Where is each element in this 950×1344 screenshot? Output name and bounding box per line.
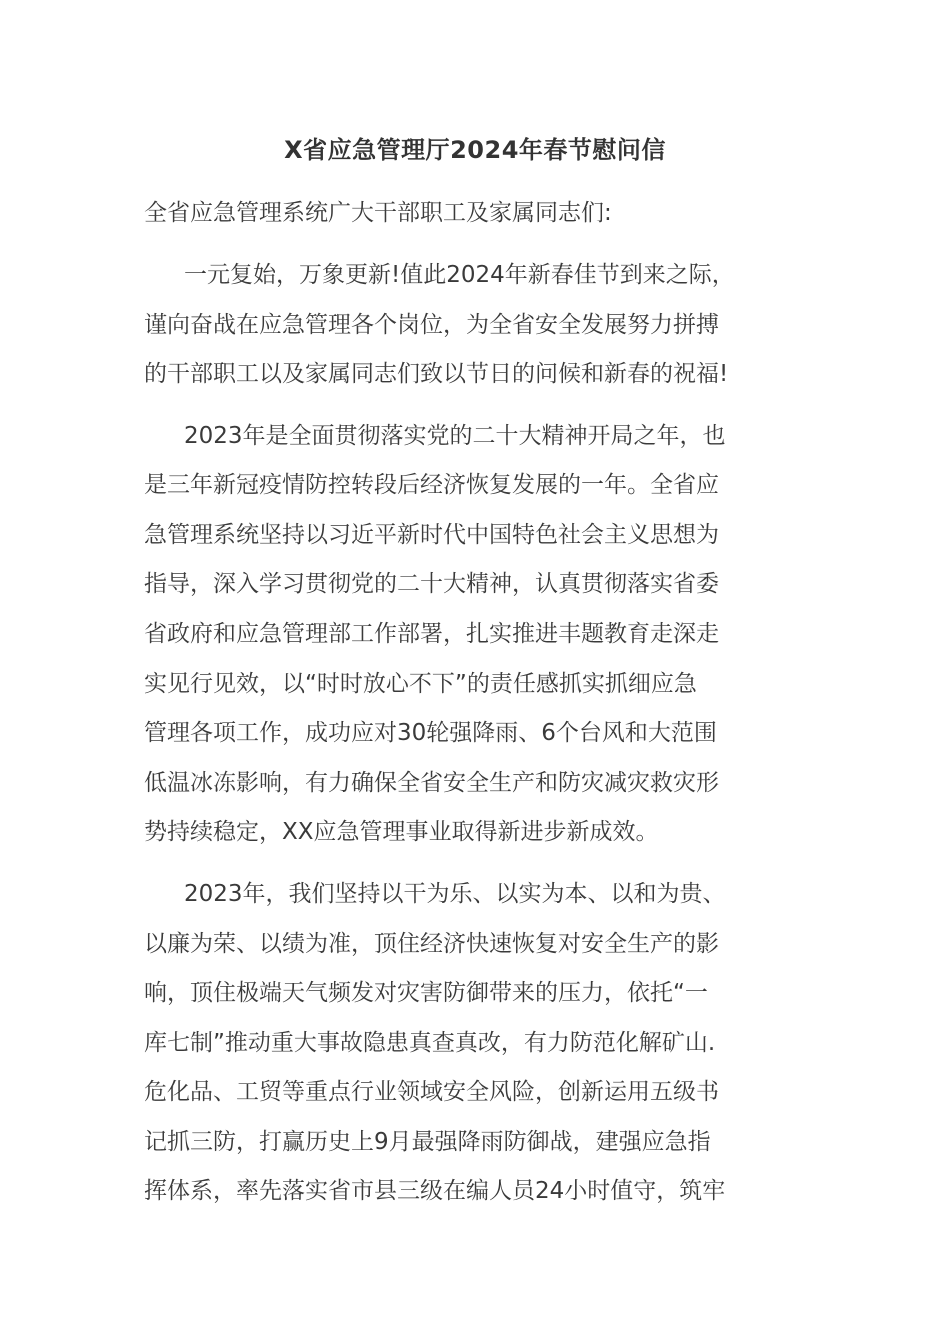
paragraph-2-line-9: 势持续稳定，XX应急管理事业取得新进步新成效。 [144,819,659,845]
paragraph-3-line-5: 危化品、工贸等重点行业领域安全风险，创新运用五级书 [144,1079,719,1105]
paragraph-2-line-3: 急管理系统坚持以习近平新时代中国特色社会主义思想为 [144,522,719,548]
paragraph-2-line-5: 省政府和应急管理部工作部署，扎实推进丰题教育走深走 [144,621,719,647]
paragraph-3-line-6: 记抓三防，打赢历史上9月最强降雨防御战，建强应急指 [144,1129,711,1155]
paragraph-1-line-3: 的干部职工以及家属同志们致以节日的问候和新春的祝福! [144,361,729,387]
document-title: X省应急管理厅2024年春节慰问信 [284,136,666,164]
paragraph-3-line-2: 以廉为荣、以绩为准，顶住经济快速恢复对安全生产的影 [144,931,719,957]
paragraph-1-line-2: 谨向奋战在应急管理各个岗位，为全省安全发展努力拼搏 [144,312,719,338]
paragraph-3-line-4: 库七制”推动重大事故隐患真查真改，有力防范化解矿山. [144,1030,716,1056]
paragraph-2-line-4: 指导，深入学习贯彻党的二十大精神，认真贯彻落实省委 [144,571,719,597]
salutation-line: 全省应急管理系统广大干部职工及家属同志们: [144,200,612,226]
paragraph-3-line-1: 2023年，我们坚持以干为乐、以实为本、以和为贵、 [184,881,726,907]
paragraph-2-line-1: 2023年是全面贯彻落实党的二十大精神开局之年，也 [184,423,726,449]
paragraph-2-line-6: 实见行见效，以“时时放心不下”的责任感抓实抓细应急 [144,671,697,697]
paragraph-1-line-1: 一元复始，万象更新!值此2024年新春佳节到来之际， [184,262,735,288]
paragraph-3-line-7: 挥体系，率先落实省市县三级在编人员24小时值守，筑牢 [144,1178,726,1204]
paragraph-2-line-7: 管理各项工作，成功应对30轮强降雨、6个台风和大范围 [144,720,717,746]
paragraph-3-line-3: 响，顶住极端天气频发对灾害防御带来的压力，依托“一 [144,980,708,1006]
paragraph-2-line-2: 是三年新冠疫情防控转段后经济恢复发展的一年。全省应 [144,472,719,498]
paragraph-2-line-8: 低温冰冻影响，有力确保全省安全生产和防灾减灾救灾形 [144,770,719,796]
